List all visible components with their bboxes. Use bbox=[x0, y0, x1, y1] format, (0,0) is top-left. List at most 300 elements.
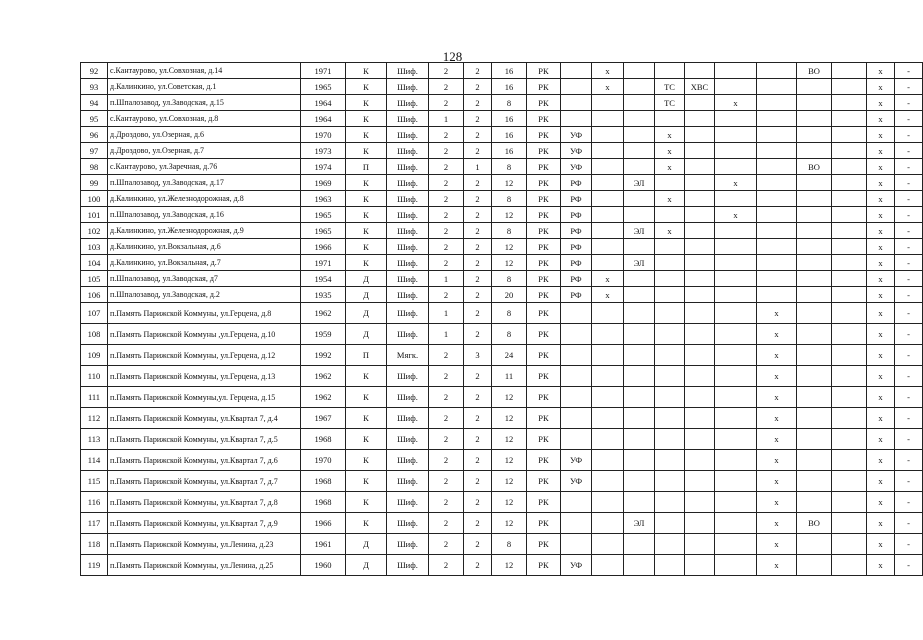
cell-col-9: РК bbox=[527, 324, 561, 345]
table-row bbox=[81, 111, 923, 127]
cell-wall-material: К bbox=[346, 450, 387, 471]
cell-col-15 bbox=[715, 324, 757, 345]
cell-row-number: 98 bbox=[81, 159, 108, 175]
cell-col-10 bbox=[561, 63, 592, 79]
cell-floors: 2 bbox=[429, 159, 464, 175]
cell-roof: Шиф. bbox=[387, 111, 429, 127]
cell-roof: Шиф. bbox=[387, 324, 429, 345]
cell-row-number: 103 bbox=[81, 239, 108, 255]
cell-col-16: х bbox=[757, 513, 797, 534]
cell-col-20: - bbox=[895, 239, 923, 255]
cell-year: 1962 bbox=[301, 366, 346, 387]
cell-col-15 bbox=[715, 429, 757, 450]
cell-col-9: РК bbox=[527, 271, 561, 287]
cell-col-20: - bbox=[895, 429, 923, 450]
cell-entrances: 2 bbox=[464, 324, 492, 345]
table-row bbox=[81, 408, 923, 429]
cell-col-10 bbox=[561, 387, 592, 408]
cell-year: 1974 bbox=[301, 159, 346, 175]
cell-col-13 bbox=[655, 303, 685, 324]
cell-apartments: 12 bbox=[492, 175, 527, 191]
cell-col-17 bbox=[797, 255, 832, 271]
buildings-table bbox=[80, 62, 923, 576]
cell-row-number: 114 bbox=[81, 450, 108, 471]
cell-col-19: х bbox=[867, 324, 895, 345]
cell-col-16 bbox=[757, 95, 797, 111]
cell-col-19: х bbox=[867, 429, 895, 450]
cell-col-19: х bbox=[867, 366, 895, 387]
cell-roof: Шиф. bbox=[387, 95, 429, 111]
cell-col-14 bbox=[685, 513, 715, 534]
table-row bbox=[81, 534, 923, 555]
table-row bbox=[81, 429, 923, 450]
cell-address: п.Память Парижской Коммуны, ул.Герцена, д.13 bbox=[108, 366, 301, 387]
cell-apartments: 8 bbox=[492, 324, 527, 345]
cell-apartments: 12 bbox=[492, 492, 527, 513]
cell-year: 1963 bbox=[301, 191, 346, 207]
cell-roof: Шиф. bbox=[387, 223, 429, 239]
cell-floors: 2 bbox=[429, 408, 464, 429]
cell-apartments: 11 bbox=[492, 366, 527, 387]
cell-year: 1954 bbox=[301, 271, 346, 287]
cell-year: 1935 bbox=[301, 287, 346, 303]
cell-col-11 bbox=[592, 175, 624, 191]
cell-entrances: 2 bbox=[464, 471, 492, 492]
cell-col-14 bbox=[685, 223, 715, 239]
cell-entrances: 2 bbox=[464, 366, 492, 387]
cell-floors: 2 bbox=[429, 555, 464, 576]
cell-col-18 bbox=[832, 79, 867, 95]
cell-wall-material: Д bbox=[346, 555, 387, 576]
cell-apartments: 12 bbox=[492, 408, 527, 429]
cell-floors: 2 bbox=[429, 239, 464, 255]
cell-col-10 bbox=[561, 324, 592, 345]
cell-entrances: 2 bbox=[464, 175, 492, 191]
cell-col-17 bbox=[797, 534, 832, 555]
cell-col-17 bbox=[797, 387, 832, 408]
cell-col-13 bbox=[655, 471, 685, 492]
cell-wall-material: К bbox=[346, 492, 387, 513]
cell-apartments: 12 bbox=[492, 387, 527, 408]
cell-floors: 2 bbox=[429, 387, 464, 408]
cell-col-18 bbox=[832, 366, 867, 387]
cell-col-12 bbox=[624, 324, 655, 345]
cell-col-18 bbox=[832, 223, 867, 239]
table-row bbox=[81, 287, 923, 303]
cell-col-15: х bbox=[715, 95, 757, 111]
cell-col-19: х bbox=[867, 175, 895, 191]
cell-col-10: РФ bbox=[561, 207, 592, 223]
cell-floors: 2 bbox=[429, 127, 464, 143]
cell-col-11 bbox=[592, 324, 624, 345]
cell-col-9: РК bbox=[527, 366, 561, 387]
cell-col-9: РК bbox=[527, 63, 561, 79]
cell-col-20: - bbox=[895, 207, 923, 223]
cell-row-number: 94 bbox=[81, 95, 108, 111]
cell-col-18 bbox=[832, 471, 867, 492]
cell-apartments: 12 bbox=[492, 450, 527, 471]
cell-col-17 bbox=[797, 207, 832, 223]
cell-row-number: 111 bbox=[81, 387, 108, 408]
cell-row-number: 112 bbox=[81, 408, 108, 429]
table-row bbox=[81, 175, 923, 191]
cell-wall-material: Д bbox=[346, 287, 387, 303]
cell-col-9: РК bbox=[527, 345, 561, 366]
page-number: 128 bbox=[442, 49, 463, 64]
cell-col-11 bbox=[592, 513, 624, 534]
cell-col-20: - bbox=[895, 223, 923, 239]
cell-col-20: - bbox=[895, 79, 923, 95]
cell-col-9: РК bbox=[527, 175, 561, 191]
cell-col-9: РК bbox=[527, 127, 561, 143]
cell-col-13 bbox=[655, 271, 685, 287]
cell-col-13 bbox=[655, 450, 685, 471]
cell-address: с.Кантаурово, ул.Совхозная, д.14 bbox=[108, 63, 301, 79]
table-row bbox=[81, 450, 923, 471]
cell-col-11 bbox=[592, 555, 624, 576]
cell-col-17 bbox=[797, 79, 832, 95]
table-row bbox=[81, 79, 923, 95]
cell-floors: 2 bbox=[429, 191, 464, 207]
cell-entrances: 2 bbox=[464, 271, 492, 287]
cell-roof: Шиф. bbox=[387, 450, 429, 471]
cell-col-15 bbox=[715, 143, 757, 159]
cell-col-15 bbox=[715, 387, 757, 408]
cell-entrances: 2 bbox=[464, 79, 492, 95]
cell-col-12 bbox=[624, 408, 655, 429]
cell-entrances: 2 bbox=[464, 492, 492, 513]
cell-address: п.Шпалозавод, ул.Заводская, д.2 bbox=[108, 287, 301, 303]
table-row bbox=[81, 143, 923, 159]
cell-entrances: 2 bbox=[464, 513, 492, 534]
cell-year: 1965 bbox=[301, 223, 346, 239]
cell-col-16: х bbox=[757, 429, 797, 450]
cell-col-18 bbox=[832, 287, 867, 303]
cell-col-15 bbox=[715, 271, 757, 287]
cell-col-14 bbox=[685, 303, 715, 324]
cell-col-18 bbox=[832, 207, 867, 223]
cell-address: п.Шпалозавод, ул.Заводская, д7 bbox=[108, 271, 301, 287]
cell-roof: Шиф. bbox=[387, 191, 429, 207]
cell-roof: Шиф. bbox=[387, 127, 429, 143]
cell-col-10 bbox=[561, 95, 592, 111]
cell-col-18 bbox=[832, 63, 867, 79]
cell-col-16 bbox=[757, 159, 797, 175]
cell-col-18 bbox=[832, 513, 867, 534]
cell-col-20: - bbox=[895, 324, 923, 345]
cell-row-number: 109 bbox=[81, 345, 108, 366]
cell-year: 1971 bbox=[301, 63, 346, 79]
cell-col-20: - bbox=[895, 387, 923, 408]
cell-col-17 bbox=[797, 143, 832, 159]
cell-col-17 bbox=[797, 303, 832, 324]
cell-floors: 1 bbox=[429, 111, 464, 127]
cell-col-9: РК bbox=[527, 287, 561, 303]
cell-year: 1969 bbox=[301, 175, 346, 191]
cell-entrances: 2 bbox=[464, 223, 492, 239]
cell-entrances: 2 bbox=[464, 387, 492, 408]
cell-entrances: 2 bbox=[464, 303, 492, 324]
cell-roof: Шиф. bbox=[387, 408, 429, 429]
cell-floors: 2 bbox=[429, 429, 464, 450]
cell-col-9: РК bbox=[527, 471, 561, 492]
cell-col-19: х bbox=[867, 223, 895, 239]
cell-col-9: РК bbox=[527, 159, 561, 175]
cell-roof: Мягк. bbox=[387, 345, 429, 366]
cell-col-19: х bbox=[867, 79, 895, 95]
cell-address: с.Кантаурово, ул.Совхозная, д.8 bbox=[108, 111, 301, 127]
cell-roof: Шиф. bbox=[387, 287, 429, 303]
cell-entrances: 2 bbox=[464, 63, 492, 79]
cell-col-13: х bbox=[655, 159, 685, 175]
cell-col-10: УФ bbox=[561, 471, 592, 492]
cell-wall-material: К bbox=[346, 239, 387, 255]
cell-col-9: РК bbox=[527, 143, 561, 159]
cell-col-12 bbox=[624, 345, 655, 366]
table-row bbox=[81, 324, 923, 345]
cell-row-number: 96 bbox=[81, 127, 108, 143]
cell-col-19: х bbox=[867, 239, 895, 255]
cell-entrances: 2 bbox=[464, 207, 492, 223]
cell-col-16: х bbox=[757, 450, 797, 471]
cell-apartments: 16 bbox=[492, 127, 527, 143]
cell-col-17: ВО bbox=[797, 513, 832, 534]
cell-col-13 bbox=[655, 387, 685, 408]
cell-col-12 bbox=[624, 79, 655, 95]
cell-col-13: х bbox=[655, 127, 685, 143]
cell-col-13 bbox=[655, 287, 685, 303]
cell-col-13 bbox=[655, 175, 685, 191]
cell-col-14 bbox=[685, 387, 715, 408]
cell-col-11 bbox=[592, 255, 624, 271]
cell-wall-material: К bbox=[346, 207, 387, 223]
cell-row-number: 105 bbox=[81, 271, 108, 287]
cell-col-18 bbox=[832, 534, 867, 555]
cell-col-12 bbox=[624, 492, 655, 513]
cell-col-16: х bbox=[757, 408, 797, 429]
cell-address: п.Память Парижской Коммуны, ул.Квартал 7, д.8 bbox=[108, 492, 301, 513]
cell-apartments: 8 bbox=[492, 534, 527, 555]
cell-col-15 bbox=[715, 239, 757, 255]
cell-col-19: х bbox=[867, 450, 895, 471]
cell-col-17: ВО bbox=[797, 159, 832, 175]
cell-col-18 bbox=[832, 143, 867, 159]
cell-col-15 bbox=[715, 408, 757, 429]
cell-row-number: 108 bbox=[81, 324, 108, 345]
cell-col-19: х bbox=[867, 95, 895, 111]
cell-roof: Шиф. bbox=[387, 271, 429, 287]
cell-wall-material: Д bbox=[346, 303, 387, 324]
cell-col-14 bbox=[685, 429, 715, 450]
cell-apartments: 16 bbox=[492, 79, 527, 95]
table-row bbox=[81, 63, 923, 79]
cell-col-12: ЭЛ bbox=[624, 255, 655, 271]
cell-col-18 bbox=[832, 303, 867, 324]
cell-floors: 1 bbox=[429, 303, 464, 324]
table-row bbox=[81, 387, 923, 408]
cell-col-9: РК bbox=[527, 534, 561, 555]
cell-col-9: РК bbox=[527, 450, 561, 471]
cell-entrances: 2 bbox=[464, 143, 492, 159]
cell-apartments: 8 bbox=[492, 95, 527, 111]
cell-col-18 bbox=[832, 408, 867, 429]
cell-col-12 bbox=[624, 303, 655, 324]
cell-roof: Шиф. bbox=[387, 366, 429, 387]
cell-col-11 bbox=[592, 345, 624, 366]
cell-col-10: РФ bbox=[561, 255, 592, 271]
cell-col-10: РФ bbox=[561, 223, 592, 239]
cell-roof: Шиф. bbox=[387, 429, 429, 450]
cell-col-15: х bbox=[715, 175, 757, 191]
cell-col-17 bbox=[797, 287, 832, 303]
cell-col-17 bbox=[797, 555, 832, 576]
cell-year: 1992 bbox=[301, 345, 346, 366]
cell-col-10: УФ bbox=[561, 127, 592, 143]
cell-col-11 bbox=[592, 207, 624, 223]
table-row bbox=[81, 95, 923, 111]
cell-col-20: - bbox=[895, 159, 923, 175]
cell-year: 1968 bbox=[301, 471, 346, 492]
table-row bbox=[81, 555, 923, 576]
cell-wall-material: Д bbox=[346, 271, 387, 287]
cell-apartments: 8 bbox=[492, 303, 527, 324]
cell-row-number: 99 bbox=[81, 175, 108, 191]
cell-col-16: х bbox=[757, 345, 797, 366]
cell-floors: 2 bbox=[429, 63, 464, 79]
cell-col-14 bbox=[685, 175, 715, 191]
cell-year: 1967 bbox=[301, 408, 346, 429]
cell-col-10 bbox=[561, 111, 592, 127]
cell-entrances: 2 bbox=[464, 429, 492, 450]
cell-col-16 bbox=[757, 287, 797, 303]
cell-col-13 bbox=[655, 239, 685, 255]
cell-col-18 bbox=[832, 239, 867, 255]
cell-col-17: ВО bbox=[797, 63, 832, 79]
cell-col-12 bbox=[624, 191, 655, 207]
cell-col-11: х bbox=[592, 287, 624, 303]
cell-col-19: х bbox=[867, 345, 895, 366]
cell-apartments: 16 bbox=[492, 143, 527, 159]
cell-apartments: 8 bbox=[492, 223, 527, 239]
cell-col-19: х bbox=[867, 408, 895, 429]
cell-col-17 bbox=[797, 345, 832, 366]
cell-year: 1970 bbox=[301, 450, 346, 471]
cell-col-11: х bbox=[592, 63, 624, 79]
cell-col-10 bbox=[561, 513, 592, 534]
cell-col-16 bbox=[757, 63, 797, 79]
cell-col-10: УФ bbox=[561, 159, 592, 175]
cell-year: 1965 bbox=[301, 207, 346, 223]
cell-col-18 bbox=[832, 555, 867, 576]
cell-col-10 bbox=[561, 366, 592, 387]
cell-col-15 bbox=[715, 111, 757, 127]
cell-col-14 bbox=[685, 345, 715, 366]
cell-col-10: УФ bbox=[561, 555, 592, 576]
cell-col-15 bbox=[715, 555, 757, 576]
cell-row-number: 104 bbox=[81, 255, 108, 271]
cell-wall-material: К bbox=[346, 513, 387, 534]
cell-col-20: - bbox=[895, 271, 923, 287]
cell-col-14 bbox=[685, 255, 715, 271]
cell-address: д.Дроздово, ул.Озерная, д.6 bbox=[108, 127, 301, 143]
cell-col-10: РФ bbox=[561, 175, 592, 191]
cell-col-9: РК bbox=[527, 239, 561, 255]
cell-col-20: - bbox=[895, 450, 923, 471]
cell-col-9: РК bbox=[527, 492, 561, 513]
cell-col-20: - bbox=[895, 366, 923, 387]
cell-col-19: х bbox=[867, 471, 895, 492]
cell-col-12 bbox=[624, 429, 655, 450]
cell-col-19: х bbox=[867, 387, 895, 408]
cell-col-12 bbox=[624, 239, 655, 255]
cell-roof: Шиф. bbox=[387, 534, 429, 555]
cell-year: 1965 bbox=[301, 79, 346, 95]
cell-col-19: х bbox=[867, 287, 895, 303]
cell-col-17 bbox=[797, 127, 832, 143]
cell-col-15 bbox=[715, 345, 757, 366]
table-row bbox=[81, 207, 923, 223]
cell-col-11 bbox=[592, 471, 624, 492]
cell-wall-material: К bbox=[346, 63, 387, 79]
cell-entrances: 2 bbox=[464, 555, 492, 576]
cell-row-number: 113 bbox=[81, 429, 108, 450]
cell-col-16 bbox=[757, 175, 797, 191]
cell-entrances: 3 bbox=[464, 345, 492, 366]
cell-col-12 bbox=[624, 287, 655, 303]
cell-col-20: - bbox=[895, 63, 923, 79]
cell-col-16: х bbox=[757, 324, 797, 345]
cell-col-19: х bbox=[867, 303, 895, 324]
cell-col-17 bbox=[797, 271, 832, 287]
cell-col-16 bbox=[757, 239, 797, 255]
cell-col-14 bbox=[685, 471, 715, 492]
cell-wall-material: К bbox=[346, 223, 387, 239]
cell-col-16 bbox=[757, 255, 797, 271]
cell-wall-material: К bbox=[346, 175, 387, 191]
cell-col-19: х bbox=[867, 143, 895, 159]
cell-col-20: - bbox=[895, 111, 923, 127]
cell-floors: 2 bbox=[429, 345, 464, 366]
cell-roof: Шиф. bbox=[387, 387, 429, 408]
cell-entrances: 2 bbox=[464, 191, 492, 207]
cell-row-number: 110 bbox=[81, 366, 108, 387]
cell-col-14 bbox=[685, 95, 715, 111]
cell-col-11 bbox=[592, 366, 624, 387]
cell-col-19: х bbox=[867, 207, 895, 223]
cell-col-16 bbox=[757, 223, 797, 239]
cell-row-number: 106 bbox=[81, 287, 108, 303]
table-row bbox=[81, 492, 923, 513]
cell-col-13: ТС bbox=[655, 95, 685, 111]
cell-col-16: х bbox=[757, 471, 797, 492]
table-row bbox=[81, 513, 923, 534]
cell-col-9: РК bbox=[527, 408, 561, 429]
cell-entrances: 2 bbox=[464, 239, 492, 255]
cell-col-20: - bbox=[895, 191, 923, 207]
cell-apartments: 12 bbox=[492, 555, 527, 576]
cell-col-9: РК bbox=[527, 303, 561, 324]
cell-col-19: х bbox=[867, 492, 895, 513]
cell-col-11 bbox=[592, 95, 624, 111]
cell-col-15 bbox=[715, 63, 757, 79]
cell-address: п.Память Парижской Коммуны, ул.Квартал 7, д.9 bbox=[108, 513, 301, 534]
cell-col-9: РК bbox=[527, 79, 561, 95]
cell-apartments: 12 bbox=[492, 513, 527, 534]
cell-col-13 bbox=[655, 366, 685, 387]
cell-floors: 1 bbox=[429, 271, 464, 287]
cell-col-16 bbox=[757, 111, 797, 127]
cell-wall-material: К bbox=[346, 127, 387, 143]
